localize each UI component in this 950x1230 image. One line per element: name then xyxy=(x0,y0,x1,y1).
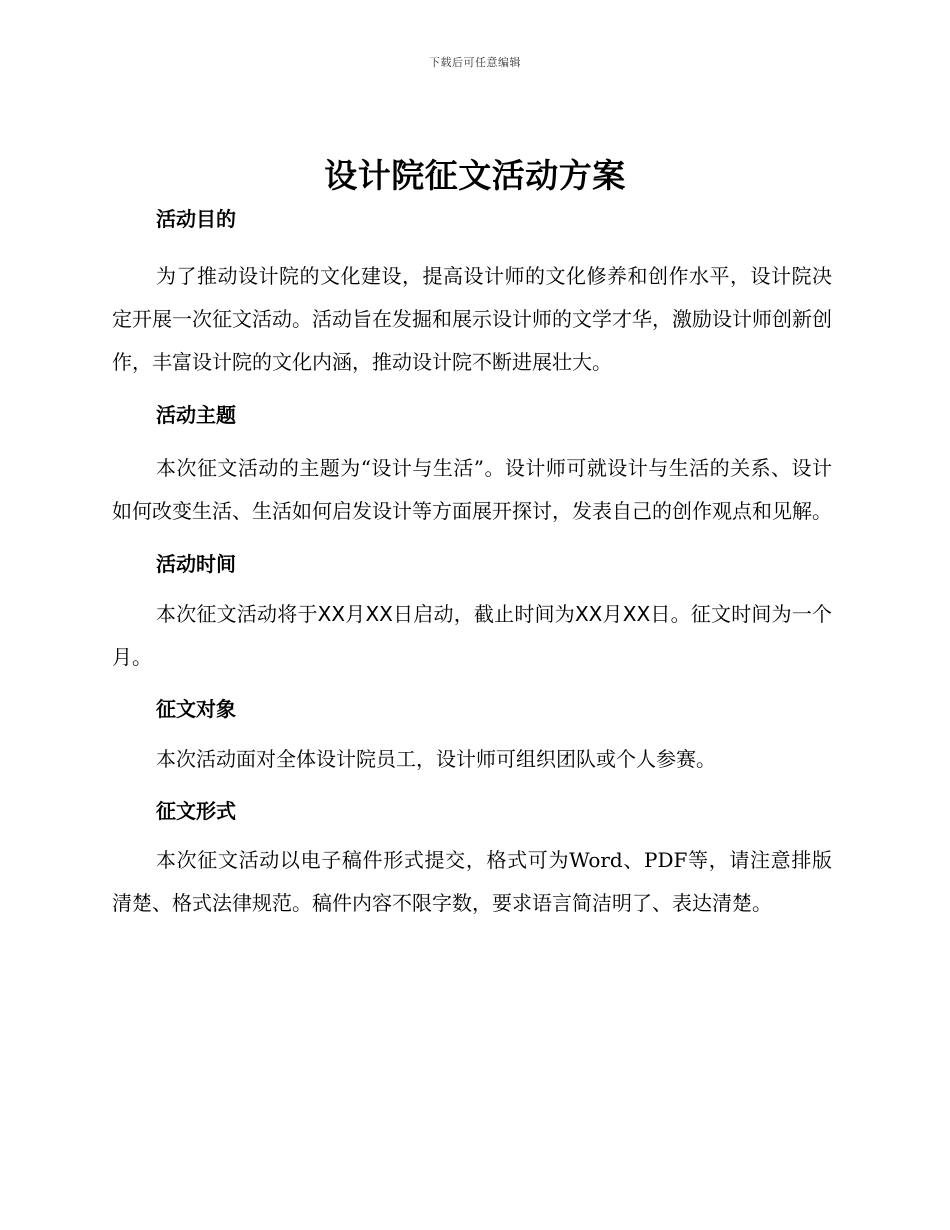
time-text-3: 。征文时间为 xyxy=(670,602,792,626)
section-paragraph-theme: 本次征文活动的主题为“设计与生活”。设计师可就设计与生活的关系、设计如何改变生活、生活如何启发设计等方面展开探讨，发表自己的创作观点和见解。 xyxy=(112,456,832,523)
section-heading-time: 活动时间 xyxy=(156,552,236,576)
document-title: 设计院征文活动方案 xyxy=(324,156,626,195)
section-paragraph-purpose: 为了推动设计院的文化建设，提高设计师的文化修养和创作水平，设计院决定开展一次征文活动。活动旨在发掘和展示设计师的文学才华，激励设计师创新创作，丰富设计院的文化内涵，推动设计院不断进展壮大。 xyxy=(112,264,832,374)
time-text-4: 。 xyxy=(132,645,152,669)
duration: 一个月 xyxy=(112,602,833,669)
section-paragraph-time xyxy=(112,593,832,679)
document-body xyxy=(112,203,832,925)
section-heading-purpose: 活动目的 xyxy=(156,207,236,231)
section-heading-format: 征文形式 xyxy=(156,799,236,823)
header-note: 下载后可任意编辑 xyxy=(429,56,521,69)
start-date: XX月XX日 xyxy=(317,602,414,626)
section-heading-theme: 活动主题 xyxy=(156,403,236,427)
time-text-2: 启动，截止时间为 xyxy=(413,602,575,626)
time-text-1: 本次征文活动将于 xyxy=(156,602,318,626)
end-date: XX月XX日 xyxy=(574,602,671,626)
section-paragraph-format: 本次征文活动以电子稿件形式提交，格式可为Word、PDF等，请注意排版清楚、格式法律规范。稿件内容不限字数，要求语言简洁明了、表达清楚。 xyxy=(112,848,832,915)
section-heading-audience: 征文对象 xyxy=(156,697,236,721)
section-paragraph-audience: 本次活动面对全体设计院员工，设计师可组织团队或个人参赛。 xyxy=(156,747,716,771)
